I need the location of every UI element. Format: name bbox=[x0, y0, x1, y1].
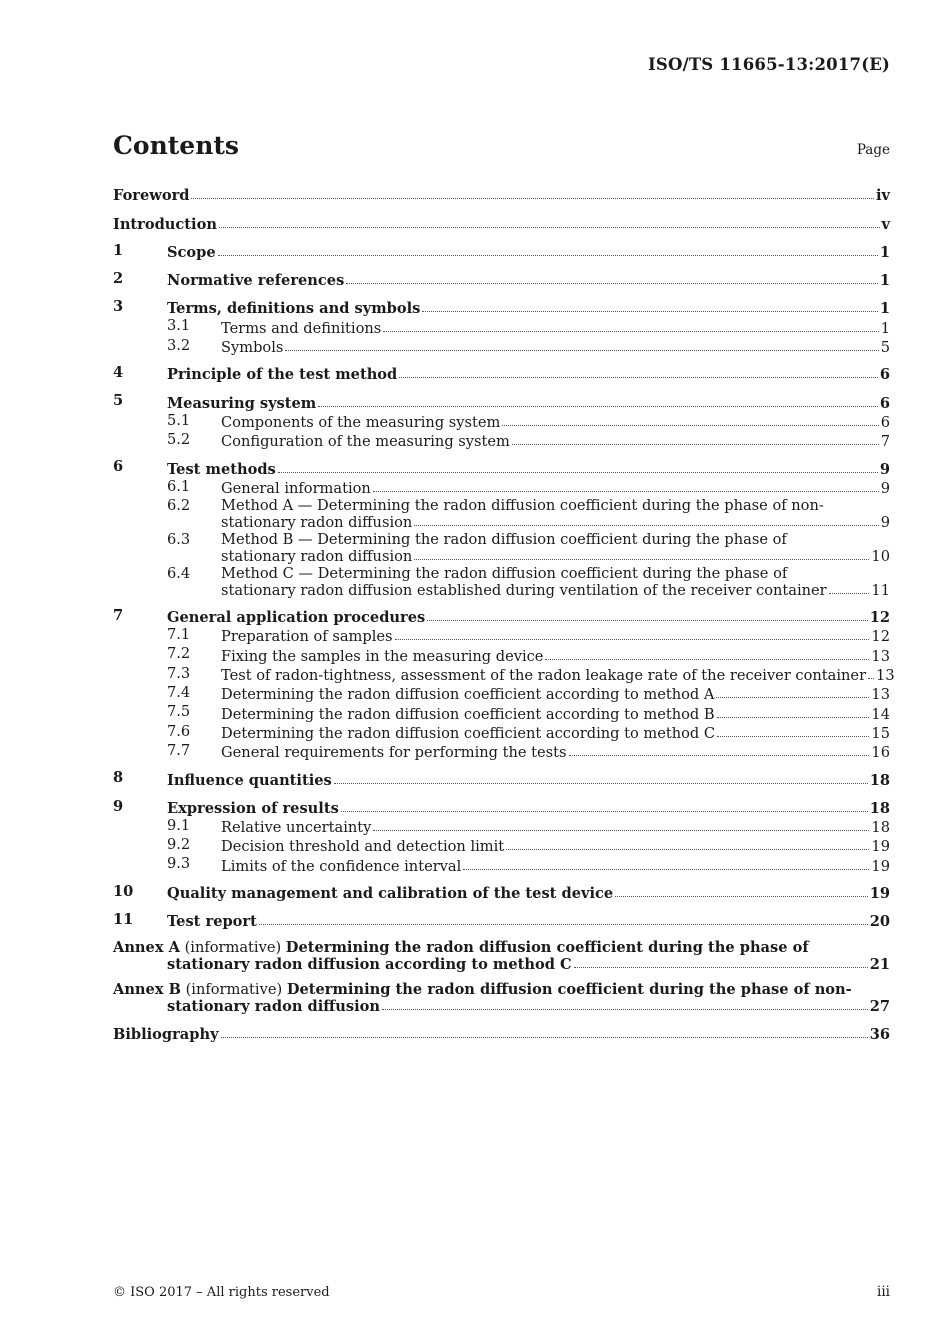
toc-entry-label: Expression of results bbox=[167, 799, 339, 817]
toc-entry-page: 9 bbox=[879, 460, 890, 478]
subsection-number: 7.5 bbox=[167, 703, 191, 721]
toc-entry-page: 13 bbox=[876, 667, 895, 685]
toc-entry-subsection[interactable] bbox=[113, 817, 890, 836]
annex-title-line1: Determining the radon diffusion coefficient during the phase of bbox=[285, 939, 809, 957]
toc-entry-section[interactable] bbox=[113, 769, 890, 788]
toc-entry-page: 21 bbox=[869, 956, 890, 974]
subsection-number: 7.2 bbox=[167, 645, 191, 663]
toc-entry-page: 13 bbox=[871, 686, 890, 704]
page-column-label: Page bbox=[856, 142, 890, 158]
toc-entry-subsection[interactable] bbox=[113, 565, 890, 599]
dot-leader bbox=[383, 331, 878, 332]
dot-leader bbox=[615, 896, 868, 897]
toc-entry-label: General application procedures bbox=[167, 609, 426, 627]
toc-entry-page: 20 bbox=[869, 913, 890, 931]
toc-entry-page: 19 bbox=[871, 857, 890, 875]
toc-entry-label: Components of the measuring system bbox=[221, 413, 501, 431]
toc-entry-section[interactable] bbox=[113, 364, 890, 383]
toc-entry-label: Terms, definitions and symbols bbox=[167, 300, 421, 318]
dot-leader bbox=[373, 830, 869, 831]
toc-entry-subsection[interactable] bbox=[113, 664, 895, 685]
dot-leader bbox=[545, 659, 869, 660]
toc-entry-page: 7 bbox=[880, 433, 890, 451]
subsection-number: 6.3 bbox=[167, 530, 191, 548]
toc-entry-label: Determining the radon diffusion coefficient according to method A bbox=[221, 686, 715, 704]
dot-leader bbox=[399, 377, 878, 378]
subsection-number: 6.4 bbox=[167, 564, 191, 582]
dot-leader bbox=[717, 736, 869, 737]
annex-title-line2: stationary radon diffusion according to method C bbox=[167, 956, 572, 974]
subsection-number: 3.2 bbox=[167, 336, 191, 354]
toc-entry-subsection[interactable] bbox=[113, 742, 890, 761]
toc-entry-label: Symbols bbox=[221, 339, 284, 357]
toc-entry-page: 5 bbox=[880, 339, 890, 357]
dot-leader bbox=[463, 869, 869, 870]
section-number: 4 bbox=[113, 364, 124, 382]
toc-entry-label: Test methods bbox=[167, 460, 276, 478]
toc-entry-subsection[interactable] bbox=[113, 684, 890, 703]
dot-leader bbox=[868, 678, 874, 679]
toc-entry-label: Fixing the samples in the measuring device bbox=[221, 647, 544, 665]
toc-entry-subsection[interactable] bbox=[113, 337, 890, 356]
toc-entry-subsection[interactable] bbox=[113, 497, 890, 531]
toc-entry-subsection[interactable] bbox=[113, 317, 890, 336]
toc-entry-subsection[interactable] bbox=[113, 723, 890, 742]
toc-entry-annex[interactable] bbox=[113, 981, 890, 1015]
toc-entry-label: General information bbox=[221, 479, 371, 497]
dot-leader bbox=[506, 849, 869, 850]
toc-entry-label-line1: Method A — Determining the radon diffusion coefficient during the phase of non- bbox=[221, 496, 824, 514]
page-title: Contents bbox=[113, 131, 240, 160]
subsection-number: 7.3 bbox=[167, 664, 191, 682]
toc-entry-section[interactable] bbox=[113, 883, 890, 902]
dot-leader bbox=[259, 924, 868, 925]
toc-entry-label: Configuration of the measuring system bbox=[221, 433, 510, 451]
toc-entry-label-line1: Method C — Determining the radon diffusion coefficient during the phase of bbox=[221, 564, 788, 582]
annex-title-line1: Determining the radon diffusion coefficient during the phase of non- bbox=[286, 981, 852, 999]
section-number: 3 bbox=[113, 298, 124, 316]
toc-entry-section[interactable] bbox=[113, 607, 890, 626]
section-number: 2 bbox=[113, 269, 124, 287]
dot-leader bbox=[285, 350, 878, 351]
subsection-group bbox=[113, 817, 890, 875]
toc-entry-section[interactable] bbox=[113, 798, 890, 817]
toc-entry-label: Test of radon-tightness, assessment of the radon leakage rate of the receiver container bbox=[221, 667, 867, 685]
section-number: 9 bbox=[113, 797, 124, 815]
dot-leader bbox=[346, 283, 878, 284]
subsection-number: 5.1 bbox=[167, 411, 191, 429]
subsection-number: 3.1 bbox=[167, 317, 191, 335]
toc-entry-label: Relative uncertainty bbox=[221, 819, 372, 837]
toc-entry-label: Quality management and calibration of the test device bbox=[167, 885, 614, 903]
toc-entry-section[interactable] bbox=[113, 298, 890, 317]
dot-leader bbox=[334, 783, 868, 784]
toc-entry-page: 18 bbox=[869, 771, 890, 789]
toc-entry-label: Terms and definitions bbox=[221, 319, 382, 337]
toc-entry-label: Influence quantities bbox=[167, 771, 332, 789]
toc-entry-bibliography[interactable] bbox=[113, 1023, 890, 1042]
toc-entry-subsection[interactable] bbox=[113, 703, 890, 722]
toc-entry-subsection[interactable] bbox=[113, 855, 890, 874]
section-number: 5 bbox=[113, 392, 124, 410]
annex-informative: (informative) bbox=[185, 981, 283, 999]
dot-leader bbox=[829, 593, 870, 594]
toc-entry-annex[interactable] bbox=[113, 939, 890, 973]
subsection-group bbox=[113, 626, 895, 762]
toc-entry-page: 9 bbox=[880, 513, 890, 531]
toc-entry-section[interactable] bbox=[113, 392, 890, 411]
subsection-number: 7.4 bbox=[167, 684, 191, 702]
toc-entry-page: 1 bbox=[880, 319, 890, 337]
subsection-group bbox=[113, 478, 890, 599]
dot-leader bbox=[716, 697, 869, 698]
toc-entry-page: 9 bbox=[880, 479, 890, 497]
toc-entry-subsection[interactable] bbox=[113, 478, 890, 497]
toc-entry-subsection[interactable] bbox=[113, 531, 890, 565]
section-number: 6 bbox=[113, 458, 124, 476]
subsection-number: 6.1 bbox=[167, 477, 191, 495]
subsection-number: 9.3 bbox=[167, 855, 191, 873]
dot-leader bbox=[318, 406, 878, 407]
dot-leader bbox=[221, 1037, 868, 1038]
toc-entry-front[interactable] bbox=[113, 185, 890, 204]
dot-leader bbox=[414, 525, 878, 526]
toc-entry-section[interactable] bbox=[113, 458, 890, 477]
dot-leader bbox=[717, 717, 870, 718]
toc-entry-label: Measuring system bbox=[167, 394, 317, 412]
toc-entry-page: 6 bbox=[879, 394, 890, 412]
toc-entry-subsection[interactable] bbox=[113, 626, 890, 645]
toc-entry-page: 12 bbox=[871, 628, 890, 646]
toc-entry-page: 10 bbox=[871, 547, 890, 565]
toc-entry-label: Test report bbox=[167, 913, 257, 931]
toc-entry-page: 16 bbox=[871, 744, 890, 762]
annex-informative: (informative) bbox=[184, 939, 282, 957]
toc-entry-page: 6 bbox=[879, 366, 890, 384]
toc-entry-label: Normative references bbox=[167, 272, 345, 290]
toc-entry-label: Bibliography bbox=[113, 1025, 219, 1043]
dot-leader bbox=[427, 620, 867, 621]
page-number: iii bbox=[877, 1284, 890, 1300]
dot-leader bbox=[278, 472, 878, 473]
dot-leader bbox=[512, 444, 879, 445]
toc-entry-label: Foreword bbox=[113, 187, 190, 205]
section-number: 1 bbox=[113, 241, 124, 259]
table-of-contents bbox=[113, 185, 895, 1052]
toc-entry-label: Principle of the test method bbox=[167, 366, 398, 384]
subsection-number: 6.2 bbox=[167, 496, 191, 514]
toc-entry-front[interactable] bbox=[113, 213, 890, 232]
dot-leader bbox=[382, 1009, 868, 1010]
toc-entry-label: Introduction bbox=[113, 215, 217, 233]
subsection-group bbox=[113, 412, 890, 451]
toc-entry-page: 12 bbox=[869, 609, 890, 627]
toc-entry-page: 1 bbox=[879, 243, 890, 261]
toc-entry-label: Preparation of samples bbox=[221, 628, 393, 646]
annex-prefix: Annex A bbox=[113, 939, 180, 957]
toc-entry-page: 18 bbox=[869, 799, 890, 817]
toc-entry-label: Scope bbox=[167, 243, 216, 261]
dot-leader bbox=[373, 491, 879, 492]
toc-entry-subsection[interactable] bbox=[113, 431, 890, 450]
toc-entry-page: 15 bbox=[871, 724, 890, 742]
toc-entry-label-line2: stationary radon diffusion bbox=[221, 547, 413, 565]
annex-title-line2: stationary radon diffusion bbox=[167, 998, 380, 1016]
toc-entry-page: v bbox=[881, 215, 890, 233]
dot-leader bbox=[574, 967, 868, 968]
toc-entry-subsection[interactable] bbox=[113, 412, 890, 431]
dot-leader bbox=[414, 559, 869, 560]
toc-entry-label-line2: stationary radon diffusion established during ventilation of the receiver container bbox=[221, 581, 827, 599]
subsection-number: 9.2 bbox=[167, 836, 191, 854]
toc-entry-page: 18 bbox=[871, 819, 890, 837]
toc-entry-page: 19 bbox=[871, 838, 890, 856]
toc-entry-label-line2: stationary radon diffusion bbox=[221, 513, 413, 531]
dot-leader bbox=[502, 425, 878, 426]
section-number: 11 bbox=[113, 911, 134, 929]
subsection-number: 9.1 bbox=[167, 816, 191, 834]
dot-leader bbox=[219, 227, 880, 228]
toc-entry-subsection[interactable] bbox=[113, 836, 890, 855]
subsection-number: 7.7 bbox=[167, 741, 191, 759]
toc-entry-label: Decision threshold and detection limit bbox=[221, 838, 505, 856]
dot-leader bbox=[341, 811, 868, 812]
copyright-notice: © ISO 2017 – All rights reserved bbox=[113, 1285, 330, 1300]
subsection-group bbox=[113, 317, 890, 356]
toc-entry-page: 14 bbox=[871, 705, 890, 723]
section-number: 8 bbox=[113, 769, 124, 787]
subsection-number: 5.2 bbox=[167, 430, 191, 448]
section-number: 7 bbox=[113, 606, 124, 624]
toc-entry-label: Determining the radon diffusion coefficient according to method B bbox=[221, 705, 715, 723]
dot-leader bbox=[395, 639, 870, 640]
subsection-number: 7.1 bbox=[167, 626, 191, 644]
toc-entry-label: Determining the radon diffusion coefficient according to method C bbox=[221, 724, 716, 742]
toc-entry-label: General requirements for performing the tests bbox=[221, 744, 567, 762]
dot-leader bbox=[422, 311, 877, 312]
toc-entry-page: 11 bbox=[871, 581, 890, 599]
toc-entry-subsection[interactable] bbox=[113, 645, 890, 664]
toc-entry-page: 36 bbox=[869, 1025, 890, 1043]
toc-entry-page: 6 bbox=[880, 413, 890, 431]
toc-entry-section[interactable] bbox=[113, 242, 890, 261]
annex-prefix: Annex B bbox=[113, 981, 181, 999]
dot-leader bbox=[218, 255, 878, 256]
toc-entry-page: 13 bbox=[871, 647, 890, 665]
toc-entry-page: iv bbox=[875, 187, 890, 205]
toc-entry-page: 27 bbox=[869, 998, 890, 1016]
toc-entry-page: 19 bbox=[869, 885, 890, 903]
subsection-number: 7.6 bbox=[167, 722, 191, 740]
toc-entry-page: 1 bbox=[879, 272, 890, 290]
toc-entry-section[interactable] bbox=[113, 270, 890, 289]
dot-leader bbox=[191, 198, 874, 199]
toc-entry-label-line1: Method B — Determining the radon diffusion coefficient during the phase of bbox=[221, 530, 787, 548]
section-number: 10 bbox=[113, 882, 134, 900]
toc-entry-page: 1 bbox=[879, 300, 890, 318]
document-id: ISO/TS 11665-13:2017(E) bbox=[648, 55, 890, 74]
toc-entry-label: Limits of the confidence interval bbox=[221, 857, 462, 875]
toc-entry-section[interactable] bbox=[113, 911, 890, 930]
dot-leader bbox=[569, 755, 870, 756]
